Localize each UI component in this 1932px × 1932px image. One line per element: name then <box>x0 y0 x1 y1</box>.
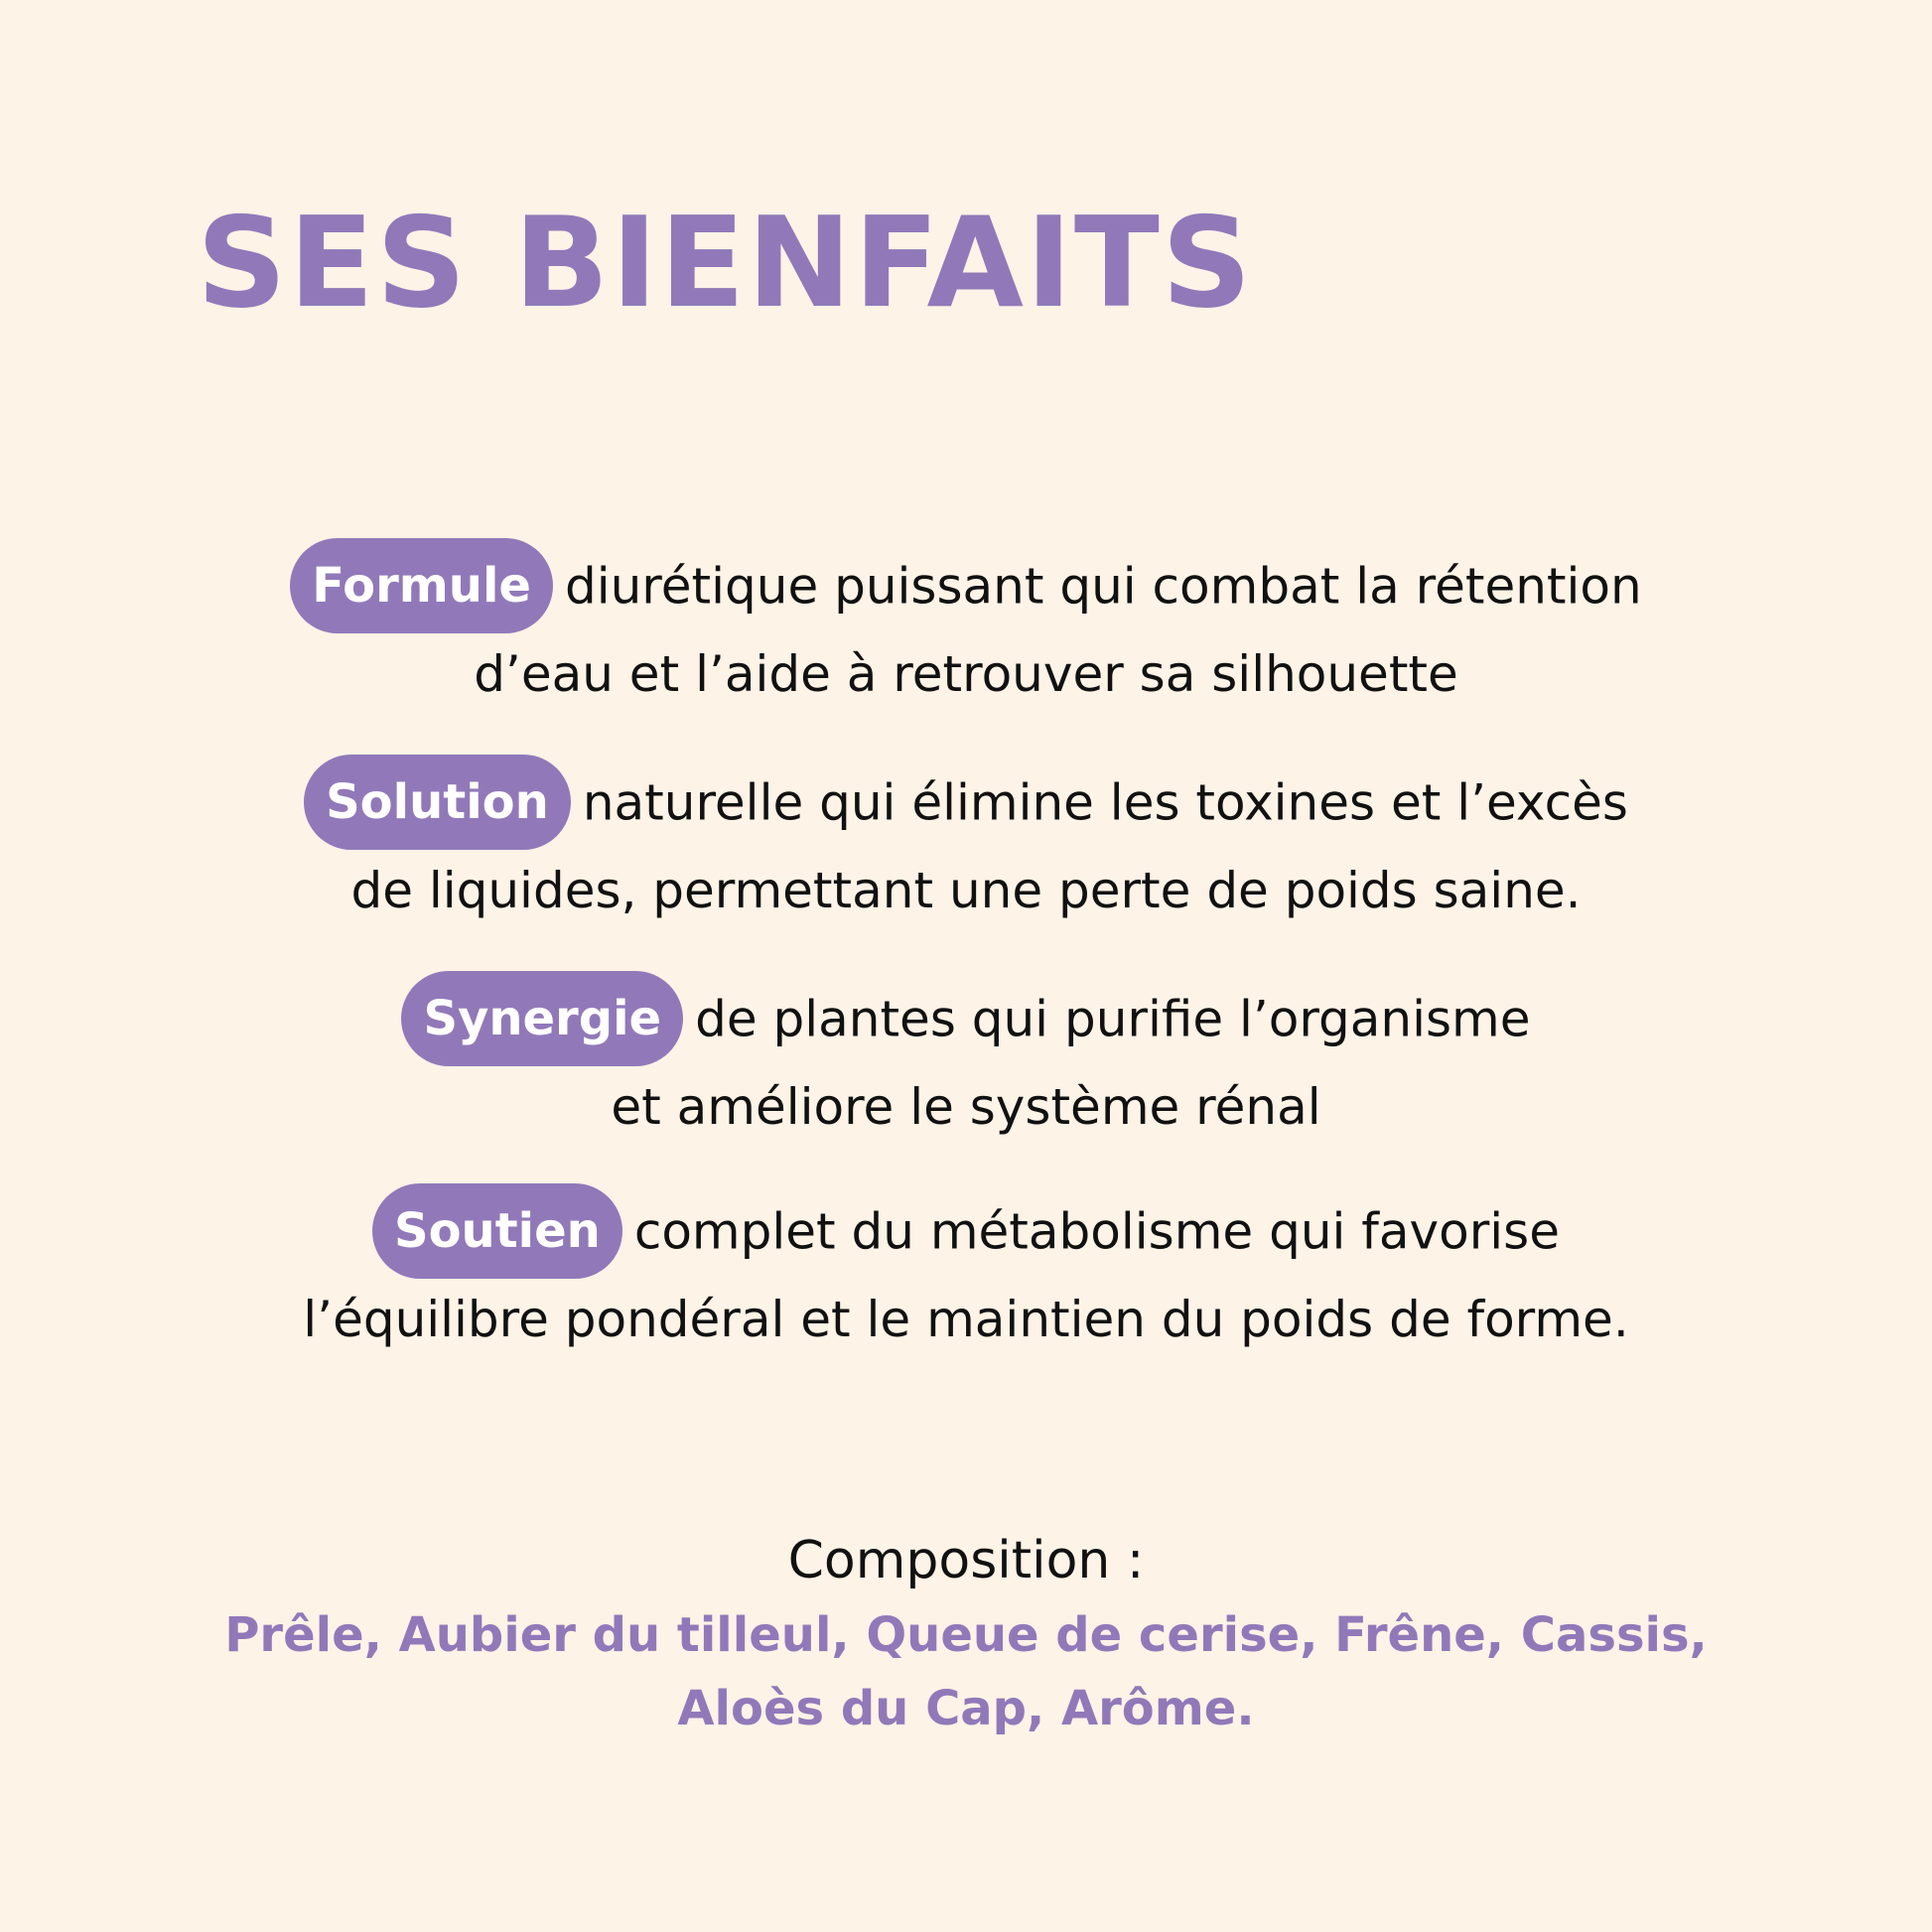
benefit-line-1 <box>0 975 1932 1070</box>
benefit-line-1 <box>0 542 1932 637</box>
benefit-line-2: de liquides, permettant une perte de poids saine. <box>350 862 1582 919</box>
benefit-line-1 <box>0 1187 1932 1283</box>
benefit-line-1 <box>0 759 1932 854</box>
page-title: SES BIENFAITS <box>197 190 1254 336</box>
benefit-text: diurétique puissant qui combat la rétention <box>564 557 1642 616</box>
composition-label: Composition : <box>787 1531 1145 1590</box>
ingredients-line-2: Aloès du Cap, Arôme. <box>677 1681 1255 1736</box>
benefit-line-2: et améliore le système rénal <box>611 1078 1321 1136</box>
benefit-text: naturelle qui élimine les toxines et l’excès <box>582 773 1628 832</box>
benefit-item-formule <box>0 542 1932 711</box>
ingredients-list <box>0 1598 1932 1745</box>
benefit-tag-badge: Formule <box>290 538 553 633</box>
benefit-tag-badge: Synergie <box>401 971 683 1066</box>
benefit-line-2: l’équilibre pondéral et le maintien du poids de forme. <box>303 1291 1629 1348</box>
benefit-tag-badge: Solution <box>304 755 571 850</box>
benefit-item-synergie <box>0 975 1932 1144</box>
benefit-text: complet du métabolisme qui favorise <box>633 1202 1560 1261</box>
ingredients-line-1: Prêle, Aubier du tilleul, Queue de cerise, Frêne, Cassis, <box>224 1607 1708 1663</box>
benefit-text: de plantes qui purifie l’organisme <box>695 990 1531 1048</box>
benefit-item-solution <box>0 759 1932 927</box>
benefit-tag-badge: Soutien <box>372 1183 622 1279</box>
benefit-item-soutien <box>0 1187 1932 1356</box>
benefit-line-2: d’eau et l’aide à retrouver sa silhouette <box>474 645 1458 703</box>
